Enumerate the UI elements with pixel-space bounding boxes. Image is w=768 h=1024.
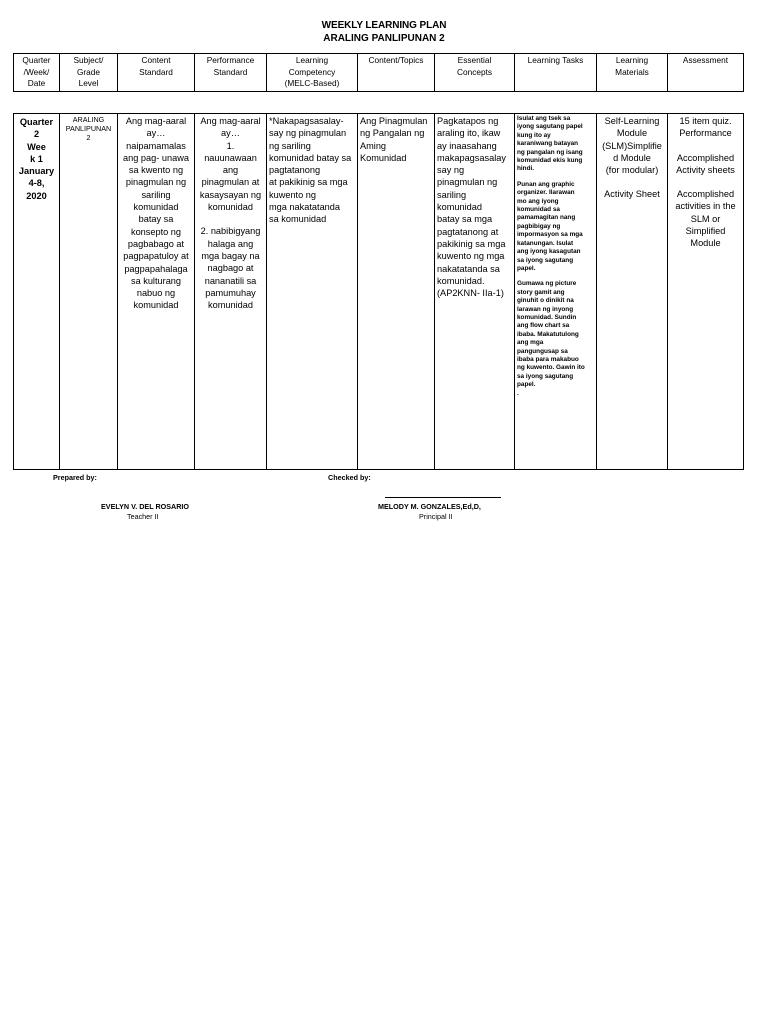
assessment-2: Accomplished Activity sheets [676,152,735,175]
task-2: Punan ang graphic organizer. Ilarawan mo ang iyong komunidad sa pamamagitan nang pagbibigay ng impormasyon sa mga katanungan. Isulat ang iyong kasagutan sa iyong sagutang papel. [517,180,583,272]
header-quarter: Quarter /Week/ Date [14,54,60,92]
cell-subject: ARALING PANLIPUNAN 2 [60,114,118,470]
header-learning-materials: Learning Materials [597,54,668,92]
prepared-by-label: Prepared by: [53,473,97,482]
header-subject: Subject/ Grade Level [60,54,118,92]
task-3: Gumawa ng picture story gamit ang ginuhit o dinikit na larawan ng inyong komunidad. Sundin ang flow chart sa ibaba. Makatutulong ang mga pangungusap sa ibaba para makabuo ng kuwento. Gawin ito sa iyong sagutang papel. . [517,280,585,397]
header-learning-competency: Learning Competency (MELC-Based) [267,54,358,92]
assessment-3: Accomplished activities in the SLM or Simplified Module [675,189,736,249]
header-learning-tasks: Learning Tasks [515,54,597,92]
performance-item-2: 2. nabibigyang halaga ang mga bagay na nagbago at nananatili sa pamumuhay komunidad [200,226,261,311]
page-subtitle: ARALING PANLIPUNAN 2 [323,33,445,44]
task-1: Isulat ang tsek sa iyong sagutang papel kung ito ay karaniwang batayan ng pangalan ng isang komunidad ekis kung hindi. [517,115,583,173]
header-content-standard: Content Standard [118,54,195,92]
teacher-role: Teacher II [127,512,159,521]
cell-learning-tasks [515,114,597,470]
page-title: WEEKLY LEARNING PLAN [321,20,447,31]
header-content-topics: Content/Topics [358,54,435,92]
cell-quarter: Quarter 2 Wee k 1 January 4-8, 2020 [14,114,60,470]
material-2: Activity Sheet [604,189,660,200]
plan-body-table [13,113,744,470]
header-essential-concepts: Essential Concepts [435,54,515,92]
cell-assessment [668,114,744,470]
cell-content-standard: Ang mag-aaral ay… naipamamalas ang pag- unawa sa kwento ng pinagmulan ng sariling komunidad batay sa konsepto ng pagbabago at pagpapatuloy at pagpapahalaga sa kulturang nabuo ng komunidad [118,114,195,470]
material-1: Self-Learning Module (SLM)Simplifie d Module (for modular) [602,116,662,176]
cell-performance-standard [195,114,267,470]
cell-essential-concepts: Pagkatapos ng araling ito, ikaw ay inaasahang makapagsasalay say ng pinagmulan ng sariling komunidad batay sa mga pagtatanong at pakikinig sa mga kuwento ng mga nakatatanda sa komunidad. (AP2KNN- IIa-1) [435,114,515,470]
performance-item-1: Ang mag-aaral ay… 1. nauunawaan ang pinagmulan at kasaysayan ng komunidad [199,116,262,213]
header-assessment: Assessment [668,54,744,92]
cell-content-topics: Ang Pinagmulan ng Pangalan ng Aming Komunidad [358,114,435,470]
cell-learning-competency: *Nakapagsasalay- say ng pinagmulan ng sariling komunidad batay sa pagtatanong at pakikinig sa mga kuwento ng mga nakatatanda sa komunidad [267,114,358,470]
plan-header-table [13,53,744,92]
checked-by-label: Checked by: [328,473,371,482]
cell-learning-materials [597,114,668,470]
header-performance-standard: Performance Standard [195,54,267,92]
principal-role: Principal II [419,512,453,521]
table-row [14,114,744,470]
principal-name: MELODY M. GONZALES,Ed,D, [378,502,481,511]
signature-line [385,497,501,498]
teacher-name: EVELYN V. DEL ROSARIO [101,502,190,511]
assessment-1: 15 item quiz. Performance [679,116,732,139]
